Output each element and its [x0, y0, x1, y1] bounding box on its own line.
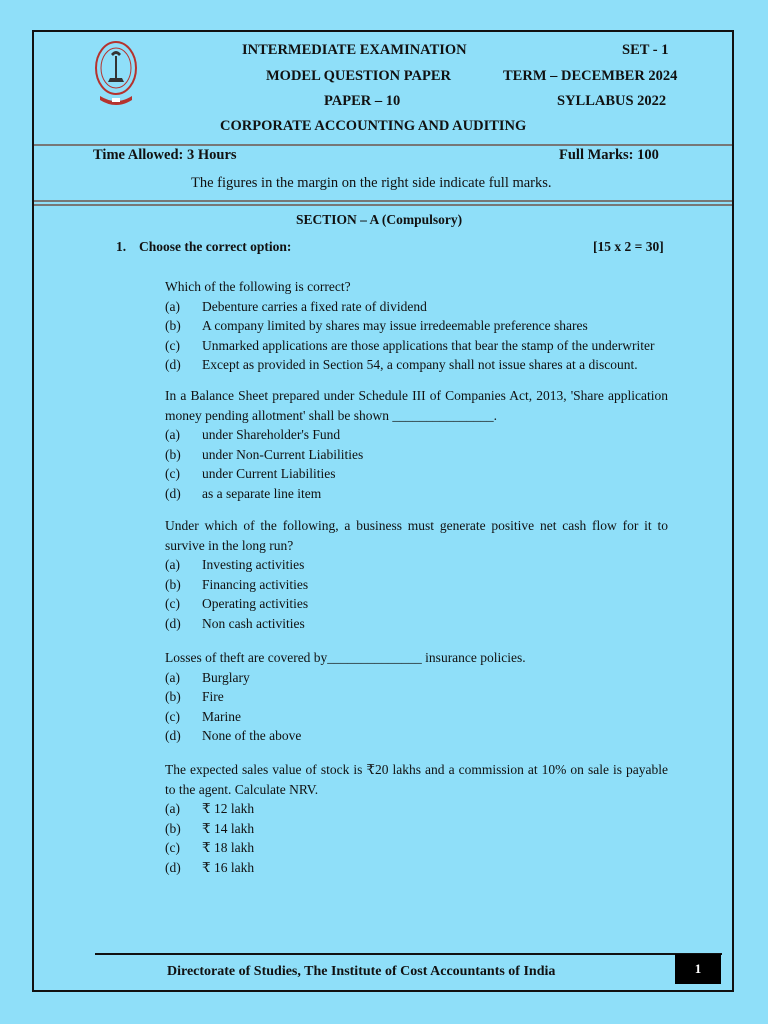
option-text: under Current Liabilities	[202, 466, 336, 481]
paper-type: MODEL QUESTION PAPER	[266, 68, 452, 84]
time-allowed: Time Allowed: 3 Hours	[93, 147, 237, 163]
footer-rule	[95, 953, 722, 955]
option-label: (b)	[165, 576, 181, 592]
option-label: (b)	[165, 689, 181, 704]
option-text: Burglary	[202, 669, 250, 685]
institute-logo-icon	[92, 38, 140, 110]
mcq-option	[165, 838, 668, 858]
mcq-option	[165, 484, 668, 504]
option-label: (b)	[165, 446, 181, 462]
exam-title: INTERMEDIATE EXAMINATION	[242, 42, 467, 58]
mcq-option	[165, 464, 668, 484]
mcq-option	[165, 799, 668, 819]
option-text: Debenture carries a fixed rate of dividend	[202, 298, 427, 314]
option-label: (c)	[165, 466, 180, 481]
question-number: 1.	[116, 239, 127, 254]
mcq-question-text: Under which of the following, a business must generate positive net cash flow for it to survive in the long run?	[165, 518, 668, 553]
option-text: Unmarked applications are those applications that bear the stamp of the underwriter	[202, 337, 655, 353]
option-label: (a)	[165, 557, 180, 572]
set-label: SET - 1	[622, 42, 669, 58]
option-text: under Non-Current Liabilities	[202, 446, 364, 462]
option-text: as a separate line item	[202, 485, 322, 501]
section-title: SECTION – A (Compulsory)	[296, 212, 463, 227]
mcq-1	[165, 277, 668, 375]
paper-number: PAPER – 10	[324, 93, 401, 109]
mcq-3	[165, 516, 668, 633]
mcq-option	[165, 355, 668, 375]
option-text: Operating activities	[202, 596, 309, 611]
option-text: Investing activities	[202, 557, 305, 572]
option-label: (c)	[165, 596, 180, 611]
option-text: A company limited by shares may issue irredeemable preference shares	[202, 318, 588, 333]
mcq-option	[165, 297, 668, 317]
mcq-option	[165, 555, 668, 575]
mcq-option	[165, 316, 668, 336]
subject-title: CORPORATE ACCOUNTING AND AUDITING	[220, 118, 527, 134]
option-text: ₹ 14 lakh	[202, 820, 255, 836]
option-text: None of the above	[202, 728, 302, 743]
term-label: TERM – DECEMBER 2024	[503, 68, 678, 84]
footer-text: Directorate of Studies, The Institute of Cost Accountants of India	[167, 964, 556, 979]
option-text: under Shareholder's Fund	[202, 427, 341, 442]
mcq-option	[165, 336, 668, 356]
meta-rule-top	[34, 200, 732, 202]
option-text: Non cash activities	[202, 615, 305, 631]
option-label: (a)	[165, 801, 180, 816]
option-label: (d)	[165, 615, 181, 631]
mcq-option	[165, 687, 668, 707]
option-label: (d)	[165, 357, 181, 372]
question-marks: [15 x 2 = 30]	[593, 239, 664, 254]
option-label: (c)	[165, 708, 180, 724]
option-text: Marine	[202, 708, 241, 724]
syllabus-label: SYLLABUS 2022	[557, 93, 667, 109]
option-label: (b)	[165, 820, 181, 836]
option-label: (a)	[165, 669, 180, 685]
mcq-option	[165, 668, 668, 688]
mcq-question-text: Losses of theft are covered by______________ insurance policies.	[165, 650, 526, 665]
mcq-option	[165, 594, 668, 614]
mcq-question-text: Which of the following is correct?	[165, 279, 351, 294]
mcq-2	[165, 386, 668, 503]
option-text: ₹ 12 lakh	[202, 801, 255, 816]
option-label: (d)	[165, 859, 181, 875]
full-marks: Full Marks: 100	[559, 147, 659, 163]
mcq-question-text: In a Balance Sheet prepared under Schedule III of Companies Act, 2013, 'Share application money pending allotment' shall be shown _______________.	[165, 388, 668, 423]
option-label: (c)	[165, 337, 180, 353]
option-text: Financing activities	[202, 576, 309, 592]
option-label: (d)	[165, 728, 181, 743]
mcq-option	[165, 707, 668, 727]
instruction-text: The figures in the margin on the right side indicate full marks.	[191, 175, 552, 191]
option-text: ₹ 18 lakh	[202, 840, 255, 855]
option-text: Except as provided in Section 54, a company shall not issue shares at a discount.	[202, 357, 638, 372]
option-label: (c)	[165, 840, 180, 855]
mcq-option	[165, 858, 668, 878]
option-text: ₹ 16 lakh	[202, 859, 255, 875]
mcq-option	[165, 614, 668, 634]
option-text: Fire	[202, 689, 224, 704]
mcq-option	[165, 726, 668, 746]
option-label: (a)	[165, 427, 180, 442]
mcq-option	[165, 425, 668, 445]
meta-rule-bottom	[34, 204, 732, 206]
mcq-4	[165, 648, 668, 746]
mcq-question-text: The expected sales value of stock is ₹20 lakhs and a commission at 10% on sale is payable to the agent. Calculate NRV.	[165, 762, 668, 797]
header-rule	[34, 144, 732, 146]
option-label: (b)	[165, 318, 181, 333]
mcq-option	[165, 445, 668, 465]
mcq-option	[165, 575, 668, 595]
question-heading: Choose the correct option:	[139, 239, 292, 254]
page-number: 1	[675, 954, 721, 984]
mcq-option	[165, 819, 668, 839]
mcq-5	[165, 760, 668, 877]
option-label: (d)	[165, 485, 181, 501]
option-label: (a)	[165, 298, 180, 314]
